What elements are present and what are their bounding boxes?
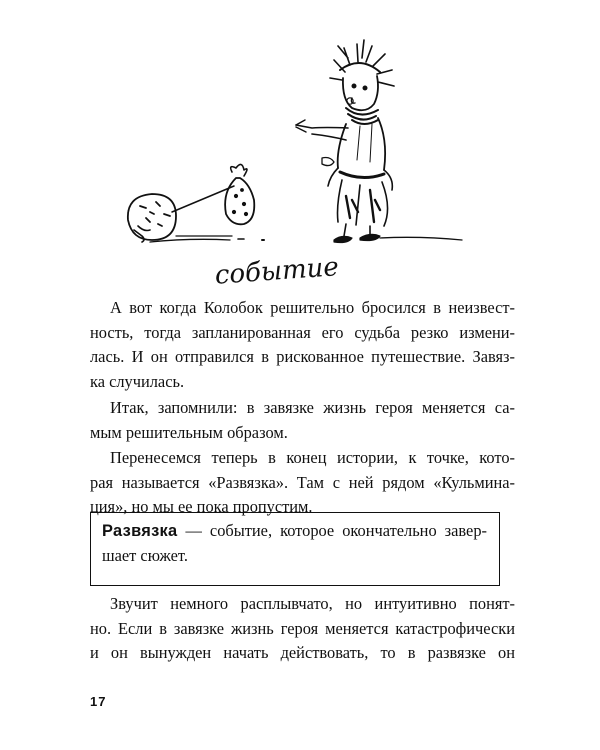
text-line: ка случилась. (90, 372, 185, 392)
bindle-bag (225, 164, 254, 224)
page-number: 17 (90, 694, 107, 709)
paragraph-1 (90, 296, 515, 395)
text-line: Итак, запомнили: в завязке жизнь героя меняется са- (110, 398, 515, 417)
text-line: лась. И он отправился в рискованное путешествие. Завяз- (90, 347, 515, 367)
definition-text: шает сюжет. (102, 545, 188, 565)
text-line: но. Если в завязке жизнь героя меняется катастрофически (90, 618, 515, 638)
man-head (343, 76, 378, 110)
paragraph-3 (90, 446, 515, 520)
definition-term: Развязка (102, 522, 178, 540)
paragraph-2 (90, 396, 515, 445)
text-line: ность, тогда запланированная его судьба резко измени- (90, 322, 515, 342)
text-line: ция», но мы ее пока пропустим. (90, 497, 313, 517)
paragraph-4 (90, 592, 515, 666)
kolobok-bun (128, 194, 176, 242)
illustration (0, 0, 600, 300)
text-line: рая называется «Развязка». Там с ней рядом «Кульмина- (90, 472, 515, 492)
definition-box (90, 512, 500, 586)
text-line: и он вынужден начать действовать, то в развязке он (90, 643, 515, 663)
text-line: Звучит немного расплывчато, но интуитивно понят- (110, 594, 515, 613)
text-line: Перенесемся теперь в конец истории, к точке, кото- (110, 448, 515, 467)
text-line: мым решительным образом. (90, 422, 288, 442)
kolobok-sketch (0, 0, 600, 300)
man-hair (330, 40, 394, 86)
definition-text: — событие, которое окончательно завер- (177, 521, 487, 540)
text-line: А вот когда Колобок решительно бросился в неизвест- (110, 298, 515, 317)
illustration-caption: событие (213, 252, 340, 291)
